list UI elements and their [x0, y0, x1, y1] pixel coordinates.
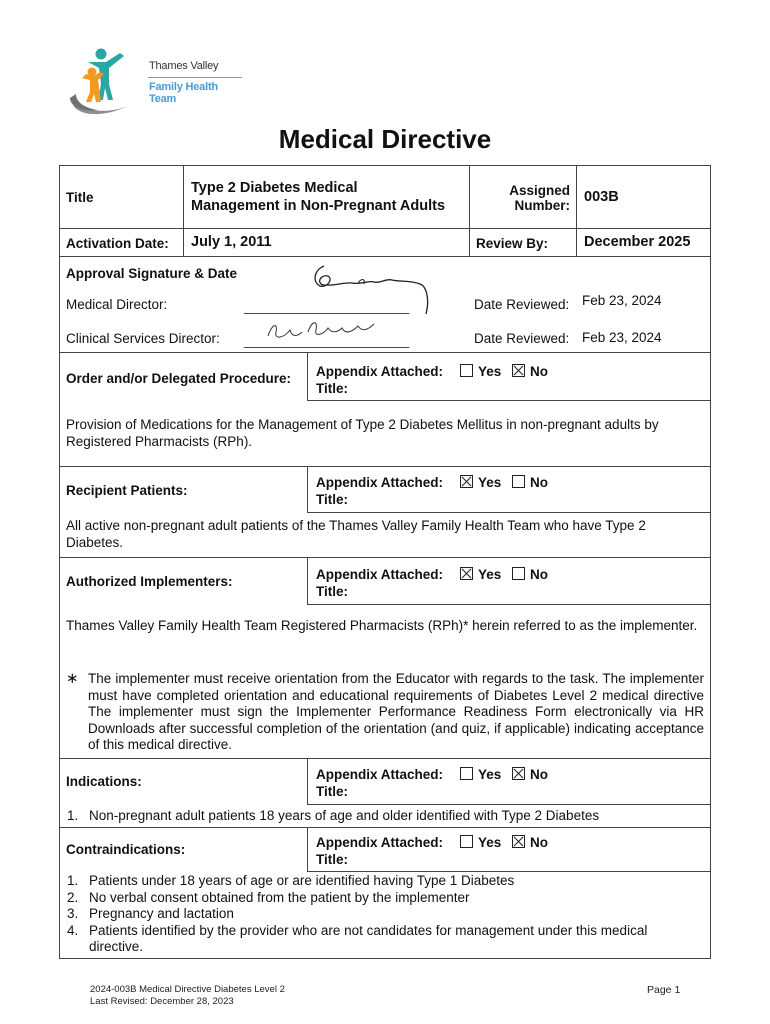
list-item: 2. No verbal consent obtained from the patient by the implementer	[67, 889, 470, 905]
document-title: Medical Directive	[278, 124, 492, 154]
footer-page-number: Page 1	[647, 984, 681, 996]
column-divider	[307, 827, 308, 871]
implementers-appendix-yes-checkbox[interactable]	[460, 567, 473, 580]
recipients-appendix-no-checkbox[interactable]	[512, 475, 525, 488]
organization-logo	[68, 40, 243, 118]
assigned-number-label-line1: Assigned	[509, 183, 570, 198]
implementers-appendix-yes-label: Yes	[478, 567, 502, 582]
contraindications-appendix-label: Appendix Attached:	[316, 835, 444, 850]
footer-document-info	[90, 984, 285, 1008]
row-divider	[307, 804, 711, 805]
footer-doc-id: 2024-003B Medical Directive Diabetes Level 2	[90, 984, 285, 995]
order-body: Provision of Medications for the Management of Type 2 Diabetes Mellitus in non-pregnant adults by Registered Pharmacists (RPh).	[66, 417, 659, 449]
list-item: 1. Patients under 18 years of age or are identified having Type 1 Diabetes	[67, 873, 515, 888]
contraindications-appendix-yes-checkbox[interactable]	[460, 835, 473, 848]
approval-heading: Approval Signature & Date	[66, 266, 238, 281]
footer-revised: Last Revised: December 28, 2023	[90, 996, 234, 1007]
row-divider	[307, 604, 711, 605]
indications-appendix-yes-label: Yes	[478, 767, 502, 782]
implementers-appendix-label: Appendix Attached:	[316, 567, 444, 582]
row-divider	[59, 557, 711, 558]
column-divider	[307, 352, 308, 400]
order-appendix-no-checkbox[interactable]	[512, 364, 525, 377]
recipient-patients-label: Recipient Patients:	[66, 483, 188, 498]
logo-divider	[148, 77, 242, 78]
list-item: 4. Patients identified by the provider who are not candidates for management under this medical directive.	[67, 922, 648, 954]
row-divider	[307, 512, 711, 513]
implementer-note-asterisk: ∗	[66, 670, 79, 687]
row-divider	[59, 758, 711, 759]
row-divider	[59, 228, 711, 229]
column-divider	[576, 165, 577, 256]
order-appendix-yes-label: Yes	[478, 364, 502, 379]
indications-appendix-no-checkbox[interactable]	[512, 767, 525, 780]
row-divider	[307, 871, 711, 872]
activation-date-value: July 1, 2011	[191, 234, 272, 250]
clinical-director-signature-line: ______________________	[244, 333, 410, 348]
contraindications-appendix-title-label: Title:	[316, 852, 349, 867]
logo-text-line1: Thames Valley	[149, 60, 219, 72]
title-label: Title	[66, 190, 94, 205]
implementers-appendix-title-label: Title:	[316, 584, 349, 599]
indications-appendix-label: Appendix Attached:	[316, 767, 444, 782]
column-divider	[307, 557, 308, 604]
assigned-number-label-line2: Number:	[514, 198, 570, 213]
title-value-line2: Management in Non-Pregnant Adults	[191, 198, 446, 214]
row-divider	[307, 400, 711, 401]
indications-appendix-title-label: Title:	[316, 784, 349, 799]
review-by-label: Review By:	[476, 236, 549, 251]
row-divider	[59, 466, 711, 467]
row-divider	[59, 352, 711, 353]
order-label: Order and/or Delegated Procedure:	[66, 371, 292, 386]
list-item: 3. Pregnancy and lactation	[67, 906, 234, 921]
indications-appendix-no-label: No	[530, 767, 548, 782]
medical-director-signature-line: ______________________	[244, 299, 410, 314]
indications-label: Indications:	[66, 774, 142, 789]
authorized-implementers-label: Authorized Implementers:	[66, 574, 233, 589]
contraindications-appendix-no-label: No	[530, 835, 548, 850]
contraindications-label: Contraindications:	[66, 842, 186, 857]
implementer-note: The implementer must receive orientation from the Educator with regards to the task. The implementer must have completed orientation and educational requirements of Diabetes Level 2 medical directive The implementer must sign the Implementer Performance Readiness Form electronically via HR Downloads after successful completion of the orientation (and quiz, if applicable) indicating acceptance of this medical directive.	[88, 671, 704, 752]
column-divider	[307, 466, 308, 512]
medical-director-label: Medical Director:	[66, 297, 168, 312]
date-reviewed-value-2: Feb 23, 2024	[582, 330, 662, 345]
column-divider	[183, 165, 184, 256]
contraindications-list	[67, 873, 677, 956]
recipients-appendix-no-label: No	[530, 475, 548, 490]
indications-list	[67, 808, 707, 825]
recipients-appendix-yes-label: Yes	[478, 475, 502, 490]
contraindications-appendix-yes-label: Yes	[478, 835, 502, 850]
contraindications-appendix-no-checkbox[interactable]	[512, 835, 525, 848]
family-figures-icon	[68, 40, 148, 118]
order-appendix-no-label: No	[530, 364, 548, 379]
list-item: 1. Non-pregnant adult patients 18 years of age and older identified with Type 2 Diabetes	[67, 808, 600, 823]
clinical-director-signature	[262, 314, 382, 346]
column-divider	[307, 758, 308, 804]
assigned-number-value: 003B	[584, 189, 619, 205]
activation-date-label: Activation Date:	[66, 236, 169, 251]
review-by-value: December 2025	[584, 234, 691, 250]
row-divider	[59, 256, 711, 257]
recipients-body: All active non-pregnant adult patients of the Thames Valley Family Health Team who have Type 2 Diabetes.	[66, 518, 646, 550]
implementers-body: Thames Valley Family Health Team Registered Pharmacists (RPh)* herein referred to as the implementer.	[66, 618, 698, 633]
date-reviewed-label-2: Date Reviewed:	[474, 331, 570, 346]
implementers-appendix-no-checkbox[interactable]	[512, 567, 525, 580]
indications-appendix-yes-checkbox[interactable]	[460, 767, 473, 780]
order-appendix-yes-checkbox[interactable]	[460, 364, 473, 377]
recipients-appendix-title-label: Title:	[316, 492, 349, 507]
recipients-appendix-yes-checkbox[interactable]	[460, 475, 473, 488]
date-reviewed-label-1: Date Reviewed:	[474, 297, 570, 312]
implementers-appendix-no-label: No	[530, 567, 548, 582]
recipients-appendix-label: Appendix Attached:	[316, 475, 444, 490]
title-value-line1: Type 2 Diabetes Medical	[191, 180, 358, 196]
date-reviewed-value-1: Feb 23, 2024	[582, 293, 662, 308]
row-divider	[59, 827, 711, 828]
clinical-director-label: Clinical Services Director:	[66, 331, 220, 346]
order-appendix-label: Appendix Attached:	[316, 364, 444, 379]
logo-text-line2: Family Health Team	[149, 81, 218, 105]
order-appendix-title-label: Title:	[316, 381, 349, 396]
